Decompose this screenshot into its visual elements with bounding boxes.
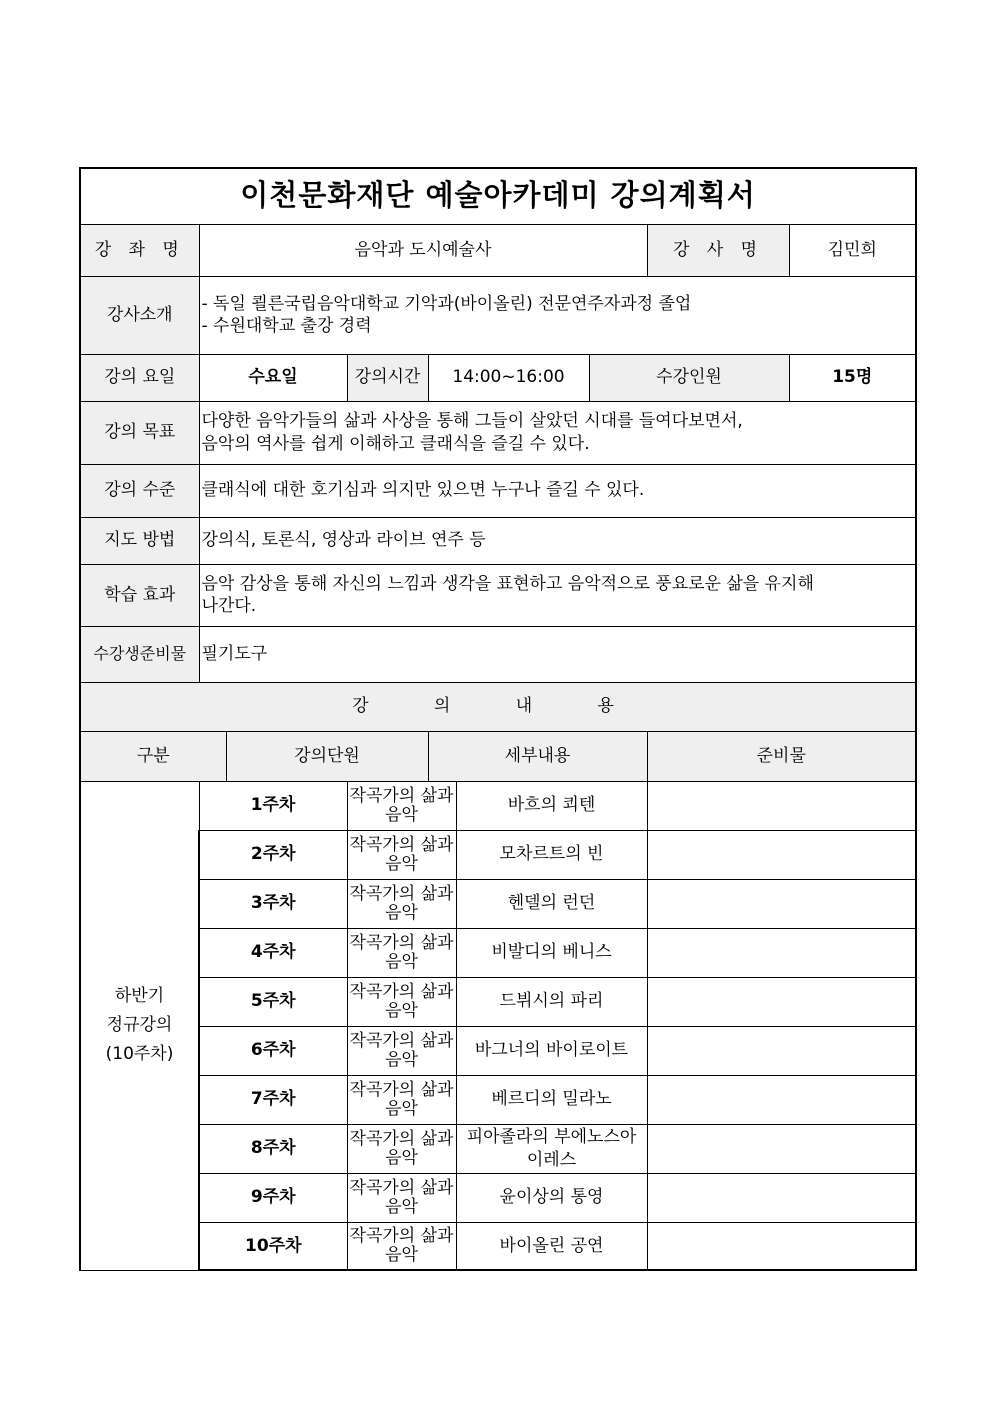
unit-line: 작곡가의 삶과 <box>349 1128 454 1149</box>
detail-cell: 드뷔시의 파리 <box>456 977 647 1026</box>
goal-label: 강의 목표 <box>80 401 199 464</box>
unit-cell <box>347 1124 456 1173</box>
unit-line: 작곡가의 삶과 <box>349 1030 454 1051</box>
column-header-prep: 준비물 <box>647 731 916 781</box>
prep-cell <box>647 1173 916 1222</box>
lecture-plan-table <box>79 167 917 1271</box>
effect-line: 음악 감상을 통해 자신의 느낌과 생각을 표현하고 음악적으로 풍요로운 삶을 유지해 <box>201 573 814 594</box>
unit-line: 음악 <box>385 1196 418 1217</box>
week-cell: 9주차 <box>199 1173 347 1222</box>
unit-line: 작곡가의 삶과 <box>349 981 454 1002</box>
unit-line: 음악 <box>385 1049 418 1070</box>
method-label: 지도 방법 <box>80 517 199 564</box>
goal-line: 음악의 역사를 쉽게 이해하고 클래식을 즐길 수 있다. <box>201 433 590 454</box>
column-header-unit: 강의단원 <box>226 731 428 781</box>
detail-cell: 베르디의 밀라노 <box>456 1075 647 1124</box>
detail-cell: 헨델의 런던 <box>456 879 647 928</box>
table-row <box>80 1124 916 1173</box>
unit-line: 작곡가의 삶과 <box>349 1226 454 1247</box>
effect-value <box>199 564 916 626</box>
instructor-label: 강 사 명 <box>647 224 789 276</box>
category-line: 정규강의 <box>106 1015 173 1036</box>
unit-line: 작곡가의 삶과 <box>349 785 454 806</box>
prep-cell <box>647 830 916 879</box>
prep-cell <box>647 977 916 1026</box>
intro-value <box>199 276 916 354</box>
unit-line: 작곡가의 삶과 <box>349 883 454 904</box>
week-cell: 8주차 <box>199 1124 347 1173</box>
week-cell: 3주차 <box>199 879 347 928</box>
intro-line: - 수원대학교 출강 경력 <box>201 316 372 336</box>
table-row <box>80 1173 916 1222</box>
category-line: (10주차) <box>105 1043 174 1064</box>
unit-line: 음악 <box>385 1147 418 1168</box>
prep-cell <box>647 1026 916 1075</box>
intro-line: - 독일 쾰른국립음악대학교 기악과(바이올린) 전문연주자과정 졸업 <box>201 293 692 314</box>
table-row <box>80 977 916 1026</box>
capacity-label: 수강인원 <box>589 354 789 401</box>
unit-cell <box>347 1222 456 1270</box>
unit-cell <box>347 830 456 879</box>
column-header-detail: 세부내용 <box>428 731 647 781</box>
goal-line: 다양한 음악가들의 삶과 사상을 통해 그들이 살았던 시대를 들여다보면서, <box>201 411 743 432</box>
week-cell: 10주차 <box>199 1222 347 1270</box>
unit-line: 음악 <box>385 951 418 972</box>
week-cell: 7주차 <box>199 1075 347 1124</box>
column-header-category: 구분 <box>80 731 226 781</box>
detail-cell: 피아졸라의 부에노스아이레스 <box>456 1124 647 1173</box>
day-label: 강의 요일 <box>80 354 199 401</box>
level-value: 클래식에 대한 호기심과 의지만 있으면 누구나 즐길 수 있다. <box>199 464 916 517</box>
detail-cell: 바흐의 쾨텐 <box>456 781 647 830</box>
table-row <box>80 830 916 879</box>
prep-cell <box>647 928 916 977</box>
prep-cell <box>647 1124 916 1173</box>
instructor-value: 김민희 <box>789 224 916 276</box>
prep-cell <box>647 781 916 830</box>
table-row <box>80 879 916 928</box>
unit-line: 음악 <box>385 1244 418 1265</box>
detail-cell: 모차르트의 빈 <box>456 830 647 879</box>
prep-cell <box>647 879 916 928</box>
category-line: 하반기 <box>114 986 165 1007</box>
unit-line: 음악 <box>385 1098 418 1119</box>
course-value: 음악과 도시예술사 <box>199 224 647 276</box>
level-label: 강의 수준 <box>80 464 199 517</box>
effect-label: 학습 효과 <box>80 564 199 626</box>
document-title: 이천문화재단 예술아카데미 강의계획서 <box>80 168 916 224</box>
materials-value: 필기도구 <box>199 626 916 682</box>
unit-cell <box>347 928 456 977</box>
materials-label: 수강생준비물 <box>80 626 199 682</box>
unit-cell <box>347 977 456 1026</box>
table-row <box>80 781 916 830</box>
content-section-header: 강 의 내 용 <box>80 682 916 731</box>
detail-cell: 바이올린 공연 <box>456 1222 647 1270</box>
capacity-value: 15명 <box>789 354 916 401</box>
unit-cell <box>347 781 456 830</box>
intro-label: 강사소개 <box>80 276 199 354</box>
unit-cell <box>347 879 456 928</box>
unit-line: 음악 <box>385 853 418 874</box>
unit-line: 음악 <box>385 804 418 825</box>
day-value: 수요일 <box>199 354 347 401</box>
category-cell <box>80 781 199 1270</box>
week-cell: 6주차 <box>199 1026 347 1075</box>
unit-line: 음악 <box>385 902 418 923</box>
course-label: 강 좌 명 <box>80 224 199 276</box>
detail-cell: 윤이상의 통영 <box>456 1173 647 1222</box>
method-value: 강의식, 토론식, 영상과 라이브 연주 등 <box>199 517 916 564</box>
week-cell: 5주차 <box>199 977 347 1026</box>
time-label: 강의시간 <box>347 354 428 401</box>
unit-cell <box>347 1075 456 1124</box>
time-value: 14:00~16:00 <box>428 354 589 401</box>
table-row <box>80 1026 916 1075</box>
unit-cell <box>347 1026 456 1075</box>
week-cell: 1주차 <box>199 781 347 830</box>
prep-cell <box>647 1222 916 1270</box>
unit-line: 음악 <box>385 1000 418 1021</box>
table-row <box>80 928 916 977</box>
unit-line: 작곡가의 삶과 <box>349 834 454 855</box>
unit-line: 작곡가의 삶과 <box>349 1177 454 1198</box>
unit-cell <box>347 1173 456 1222</box>
table-row <box>80 1222 916 1270</box>
detail-cell: 비발디의 베니스 <box>456 928 647 977</box>
prep-cell <box>647 1075 916 1124</box>
table-row <box>80 1075 916 1124</box>
effect-line: 나간다. <box>201 596 257 616</box>
detail-cell: 바그너의 바이로이트 <box>456 1026 647 1075</box>
goal-value <box>199 401 916 464</box>
week-cell: 2주차 <box>199 830 347 879</box>
week-cell: 4주차 <box>199 928 347 977</box>
unit-line: 작곡가의 삶과 <box>349 1079 454 1100</box>
unit-line: 작곡가의 삶과 <box>349 932 454 953</box>
